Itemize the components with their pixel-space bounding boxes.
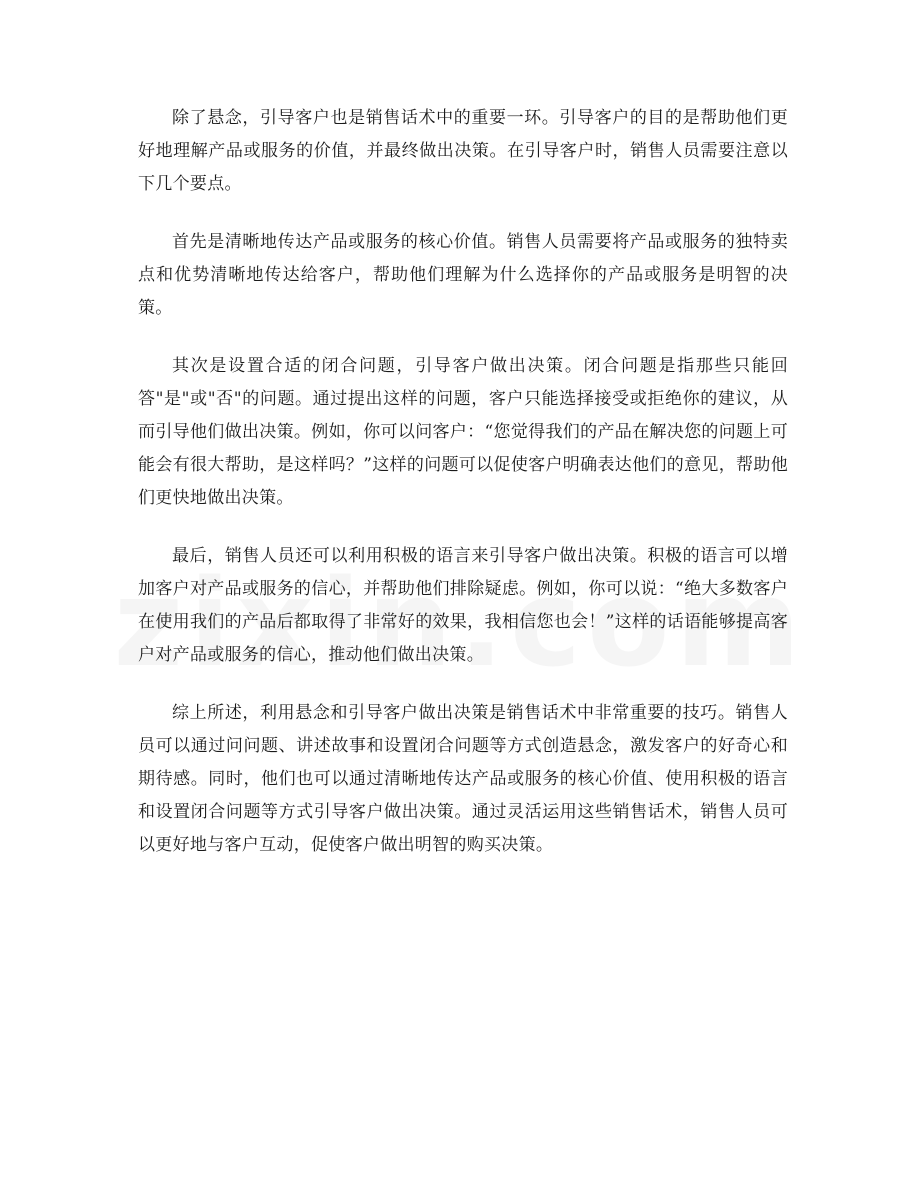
paragraph-1: 除了悬念，引导客户也是销售话术中的重要一环。引导客户的目的是帮助他们更好地理解产品或服务的价值，并最终做出决策。在引导客户时，销售人员需要注意以下几个要点。 [138,108,788,194]
paragraph-5: 综上所述，利用悬念和引导客户做出决策是销售话术中非常重要的技巧。销售人员可以通过问问题、讲述故事和设置闭合问题等方式创造悬念，激发客户的好奇心和期待感。同时，他们也可以通过清晰地传达产品或服务的核心价值、使用积极的语言和设置闭合问题等方式引导客户做出决策。通过灵活运用这些销售话术，销售人员可以更好地与客户互动，促使客户做出明智的购买决策。 [138,703,788,855]
paragraph-3: 其次是设置合适的闭合问题，引导客户做出决策。闭合问题是指那些只能回答"是"或"否"的问题。通过提出这样的问题，客户只能选择接受或拒绝你的建议，从而引导他们做出决策。例如，你可以问客户：“您觉得我们的产品在解决您的问题上可能会有很大帮助，是这样吗？”这样的问题可以促使客户明确表达他们的意见，帮助他们更快地做出决策。 [138,356,788,508]
paragraph-2: 首先是清晰地传达产品或服务的核心价值。销售人员需要将产品或服务的独特卖点和优势清晰地传达给客户，帮助他们理解为什么选择你的产品或服务是明智的决策。 [138,232,788,318]
paragraph-4: 最后，销售人员还可以利用积极的语言来引导客户做出决策。积极的语言可以增加客户对产品或服务的信心，并帮助他们排除疑虑。例如，你可以说：“绝大多数客户在使用我们的产品后都取得了非常好的效果，我相信您也会！”这样的话语能够提高客户对产品或服务的信心，推动他们做出决策。 [138,546,788,665]
document-body [138,102,788,887]
